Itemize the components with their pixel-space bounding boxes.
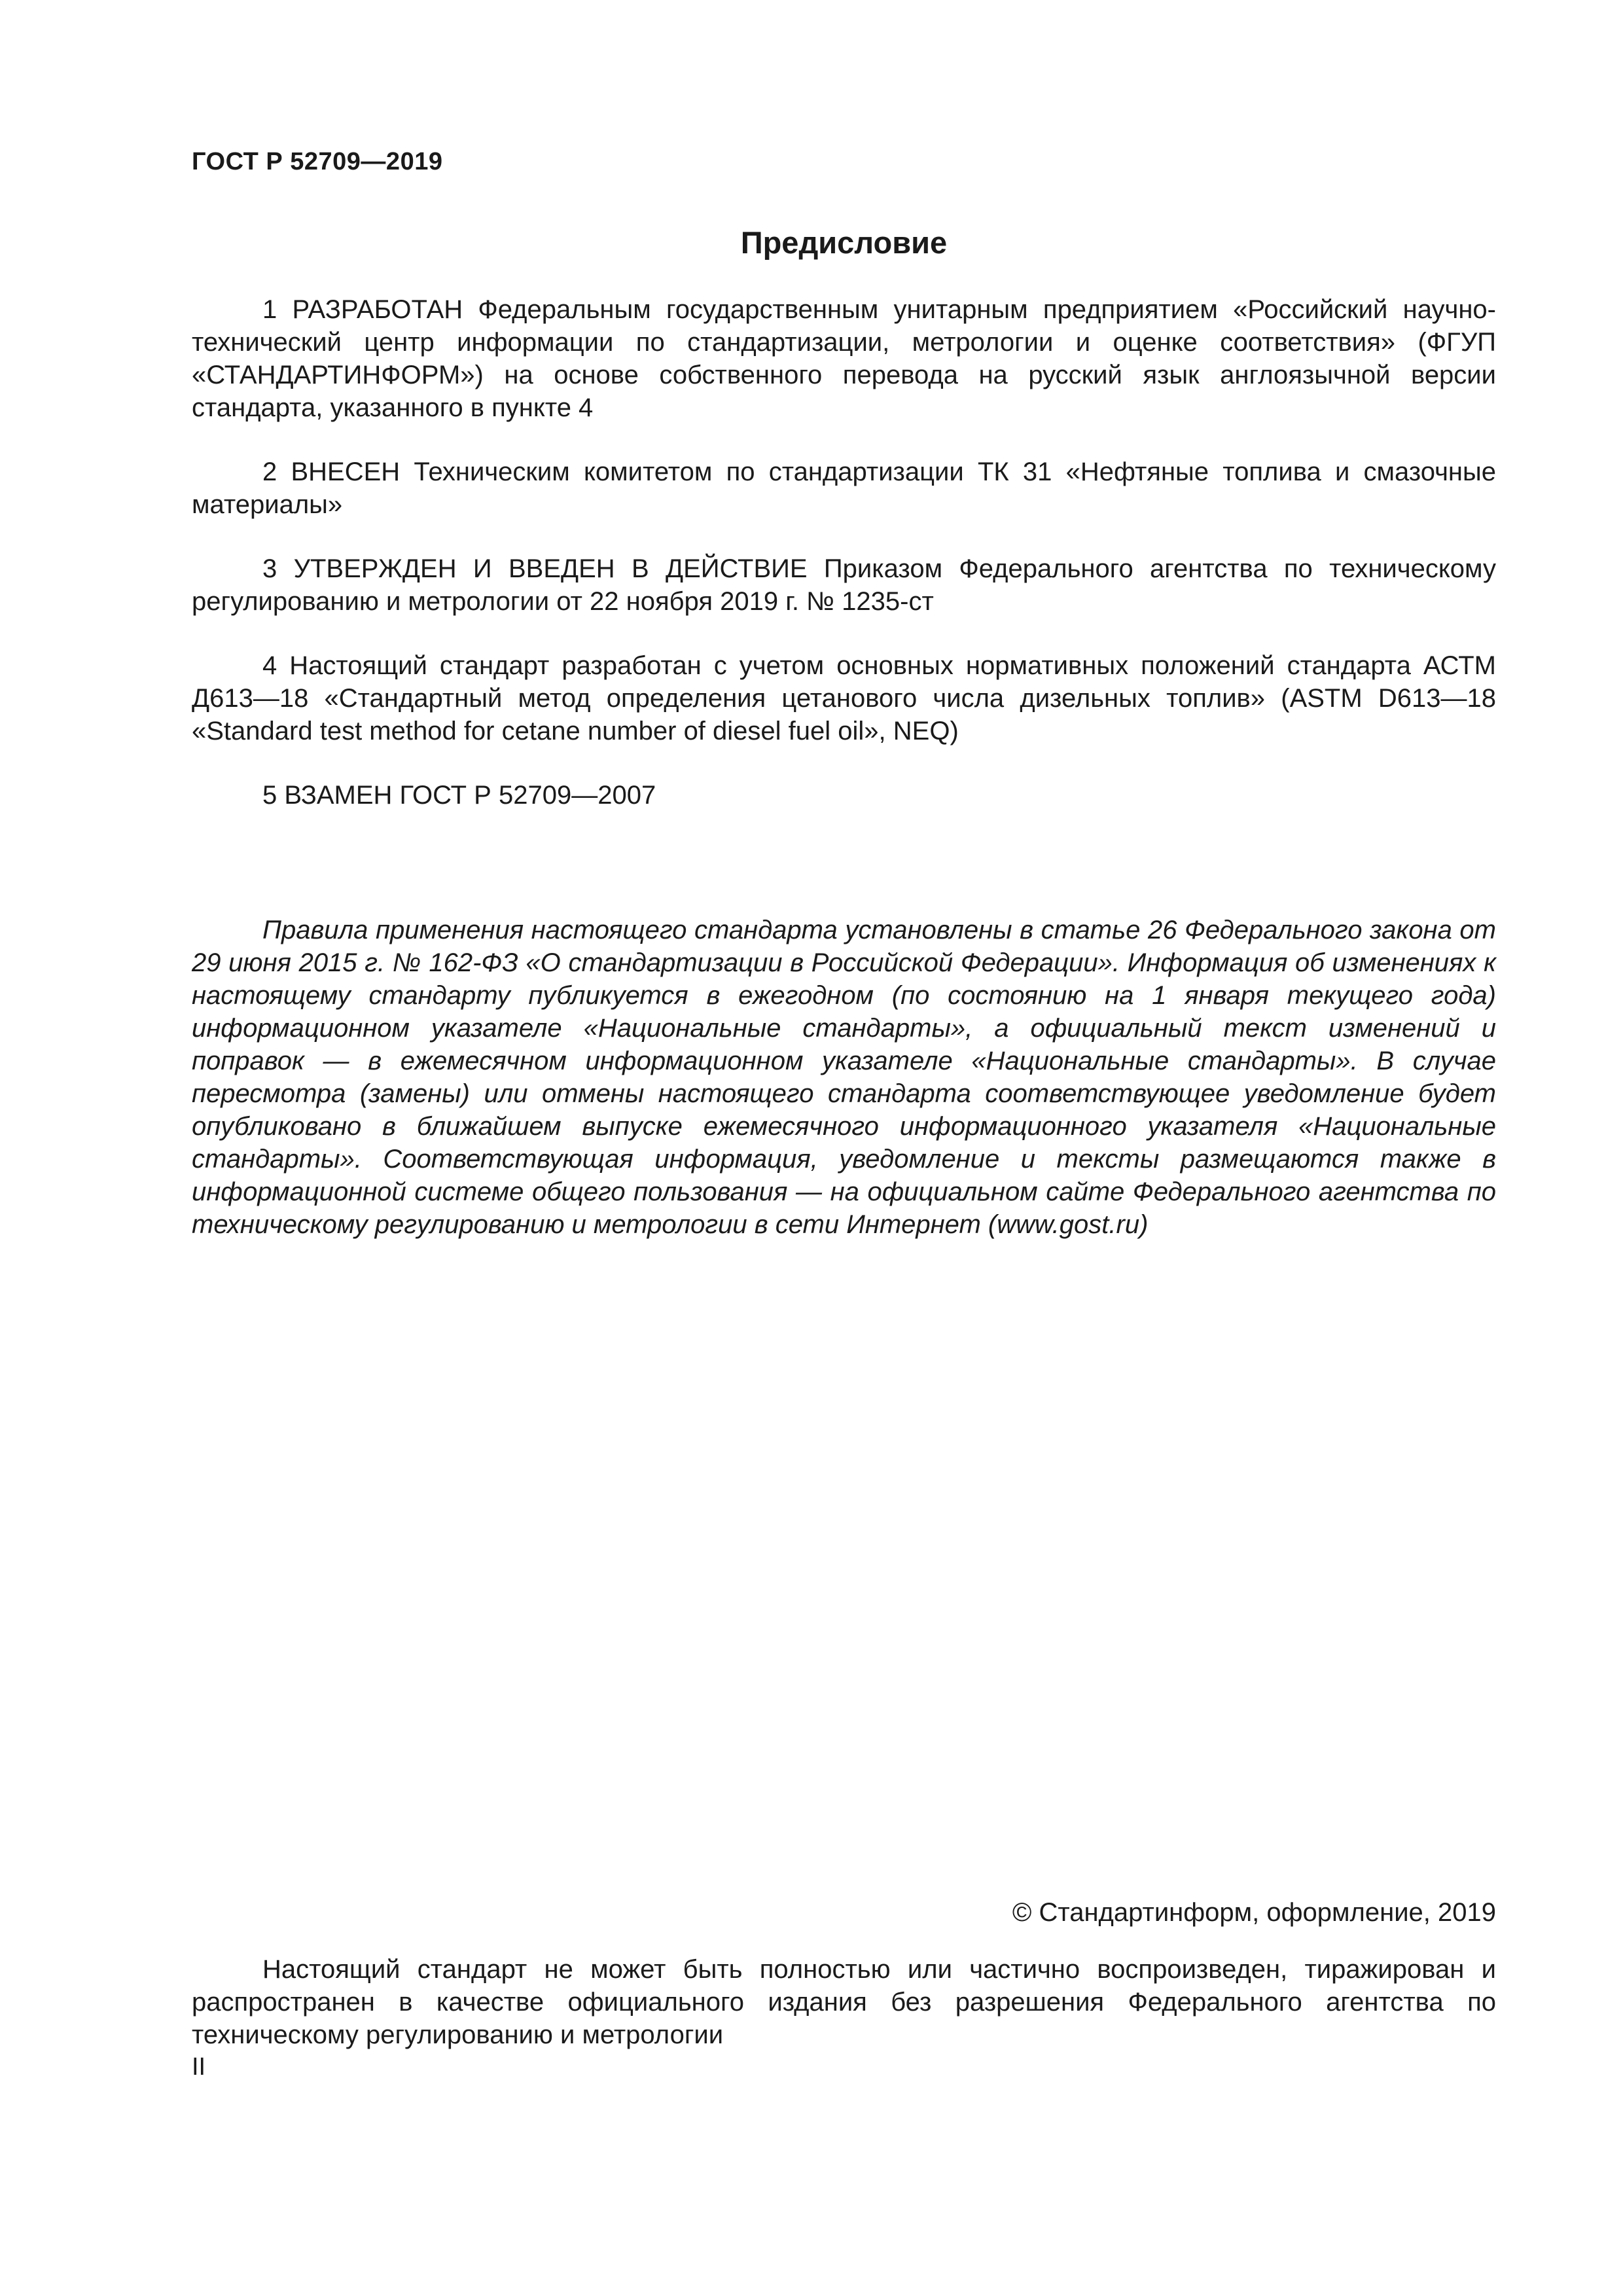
document-code-header: ГОСТ Р 52709—2019 xyxy=(192,148,443,175)
copyright-line: © Стандартинформ, оформление, 2019 xyxy=(1012,1898,1496,1927)
foreword-content xyxy=(192,293,1496,843)
foreword-item-5: 5 ВЗАМЕН ГОСТ Р 52709—2007 xyxy=(262,781,656,810)
foreword-item-3: 3 УТВЕРЖДЕН И ВВЕДЕН В ДЕЙСТВИЕ Приказом Федерального агентства по техническому регулированию и метрологии от 22 ноября 2019 г. № 1235-ст xyxy=(192,554,1496,616)
foreword-item-2: 2 ВНЕСЕН Техническим комитетом по стандартизации ТК 31 «Нефтяные топлива и смазочные материалы» xyxy=(192,457,1496,519)
page-number: II xyxy=(192,2053,206,2081)
foreword-item-4: 4 Настоящий стандарт разработан с учетом основных нормативных положений стандарта АСТМ Д613—18 «Стандартный метод определения цетанового числа дизельных топлив» (ASTM D613—18 «Standard test method for cetane number of diesel fuel oil», NEQ) xyxy=(192,651,1496,745)
section-title: Предисловие xyxy=(740,225,948,260)
application-rules-notice: Правила применения настоящего стандарта установлены в статье 26 Федерального закона от 29 июня 2015 г. № 162-ФЗ «О стандартизации в Российской Федерации». Информация об изменениях к настоящему стандарту публикуется в ежегодном (по состоянию на 1 января текущего года) информационном указателе «Национальные стандарты», а официальный текст изменений и поправок — в ежемесячном информационном указателе «Национальные стандарты». В случае пересмотра (замены) или отмены настоящего стандарта соответствующее уведомление будет опубликовано в ближайшем выпуске ежемесячного информационного указателя «Национальные стандарты». Соответствующая информация, уведомление и тексты размещаются также в информационной системе общего пользования — на официальном сайте Федерального агентства по техническому регулированию и метрологии в сети Интернет (www.gost.ru) xyxy=(192,916,1496,1239)
foreword-item-1: 1 РАЗРАБОТАН Федеральным государственным унитарным предприятием «Российский научно-технический центр информации по стандартизации, метрологии и оценке соответствия» (ФГУП «СТАНДАРТИНФОРМ») на основе собственного перевода на русский язык англоязычной версии стандарта, указанного в пункте 4 xyxy=(192,295,1496,422)
reproduction-notice: Настоящий стандарт не может быть полностью или частично воспроизведен, тиражирован и распространен в качестве официального издания без разрешения Федерального агентства по техническому регулированию и метрологии xyxy=(192,1955,1496,2049)
